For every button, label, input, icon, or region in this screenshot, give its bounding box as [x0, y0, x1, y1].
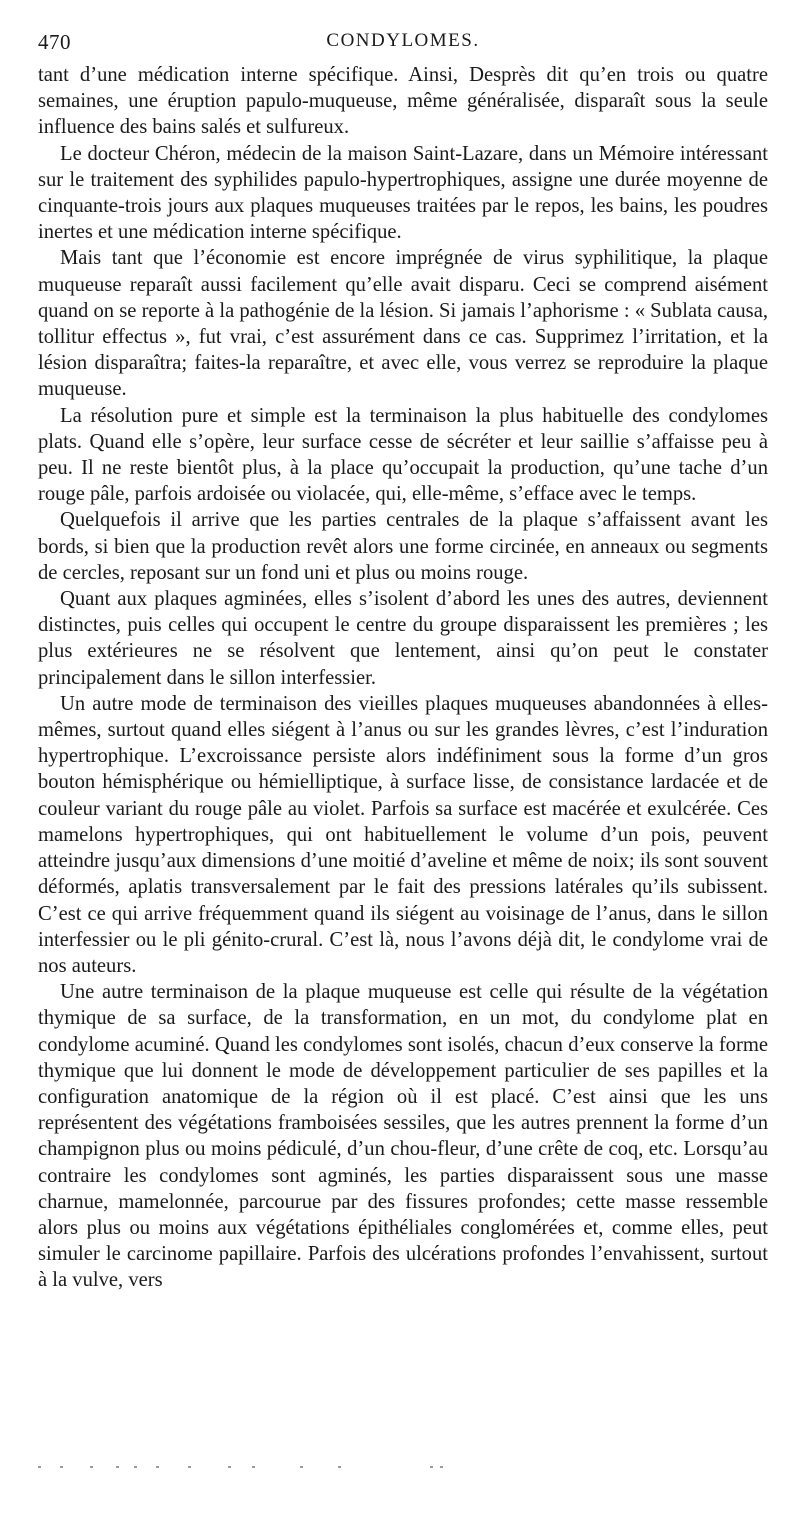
body-text: [38, 62, 768, 1294]
page-header: [38, 30, 768, 62]
paragraph-agminated-plaques: Quant aux plaques agminées, elles s’isolent d’abord les unes des autres, deviennent distinctes, puis celles qui occupent le centre du groupe disparaissent les premières ; les plus extérieures ne se résolvent que lentement, ainsi qu’on peut le constater principalement dans le sillon interfessier.: [38, 588, 768, 689]
print-noise-marks: [38, 1466, 468, 1476]
paragraph-hypertrophic-induration: Un autre mode de terminaison des vieilles plaques muqueuses abandonnées à elles-mêmes, surtout quand elles siégent à l’anus ou sur les grandes lèvres, c’est l’induration hypertrophique. L’excroissance persiste alors indéfiniment sous la forme d’un gros bouton hémisphérique ou hémielliptique, à surface lisse, de consistance lardacée et de couleur variant du rouge pâle au violet. Parfois sa surface est macérée et exulcérée. Ces mamelons hypertrophiques, qui ont habituellement le volume d’un pois, peuvent atteindre jusqu’aux dimensions d’une moitié d’aveline et même de noix; ils sont souvent déformés, aplatis transversalement par le fait des pressions latérales qu’ils subissent. C’est ce qui arrive fréquemment quand ils siégent au voisinage de l’anus, dans le sillon interfessier ou le pli génito-crural. C’est là, nous l’avons déjà dit, le condylome vrai de nos auteurs.: [38, 692, 768, 977]
book-page: [38, 30, 768, 1294]
paragraph-resolution: La résolution pure et simple est la terminaison la plus habituelle des condylomes plats. Quand elle s’opère, leur surface cesse de sécréter et leur saillie s’affaisse peu à peu. Il ne reste bientôt plus, à la place qu’occupait la production, qu’une tache d’un rouge pâle, parfois ardoisée ou violacée, qui, elle-même, s’efface avec le temps.: [38, 404, 768, 506]
page-number: 470: [38, 30, 71, 54]
paragraph-recurrence: Mais tant que l’économie est encore imprégnée de virus syphilitique, la plaque muqueuse reparaît aussi facilement qu’elle avait disparu. Ceci se comprend aisément quand on se reporte à la pathogénie de la lésion. Si jamais l’aphorisme : « Sublata causa, tollitur effectus », fut vrai, c’est assurément dans ce cas. Supprimez l’irritation, et la lésion disparaîtra; faites-la reparaître, et avec elle, vous verrez se reproduire la plaque muqueuse.: [38, 247, 768, 401]
paragraph-acuminate-transformation: Une autre terminaison de la plaque muqueuse est celle qui résulte de la végétation thymique de sa surface, de la transformation, en un mot, du condylome plat en condylome acuminé. Quand les condylomes sont isolés, chacun d’eux conserve la forme thymique que lui donnent le mode de développement particulier de ses papilles et la configuration anatomique de la région où il est placé. C’est ainsi que les uns représentent des végétations framboisées sessiles, que les autres prennent la forme d’un champignon plus ou moins pédiculé, d’un chou-fleur, d’une crête de coq, etc. Lorsqu’au contraire les condylomes sont agminés, les parties disparaissent sous une masse charnue, mamelonnée, parcourue par des fissures profondes; cette masse ressemble alors plus ou moins aux végétations épithéliales conglomérées et, comme elles, peut simuler le carcinome papillaire. Parfois des ulcérations profondes l’envahissent, surtout à la vulve, vers: [38, 981, 768, 1292]
paragraph-continuation: tant d’une médication interne spécifique. Ainsi, Desprès dit qu’en trois ou quatre semaines, une éruption papulo-muqueuse, même généralisée, disparaît sous la seule influence des bains salés et sulfureux.: [38, 64, 768, 139]
paragraph-cheron: Le docteur Chéron, médecin de la maison Saint-Lazare, dans un Mémoire intéressant sur le traitement des syphilides papulo-hypertrophiques, assigne une durée moyenne de cinquante-trois jours aux plaques muqueuses traitées par le repos, les bains, les poudres inertes et une médication interne spécifique.: [38, 142, 768, 244]
paragraph-circinate-form: Quelquefois il arrive que les parties centrales de la plaque s’affaissent avant les bords, si bien que la production revêt alors une forme circinée, en anneaux ou segments de cercles, reposant sur un fond uni et plus ou moins rouge.: [38, 509, 768, 584]
running-title: CONDYLOMES.: [326, 30, 480, 51]
